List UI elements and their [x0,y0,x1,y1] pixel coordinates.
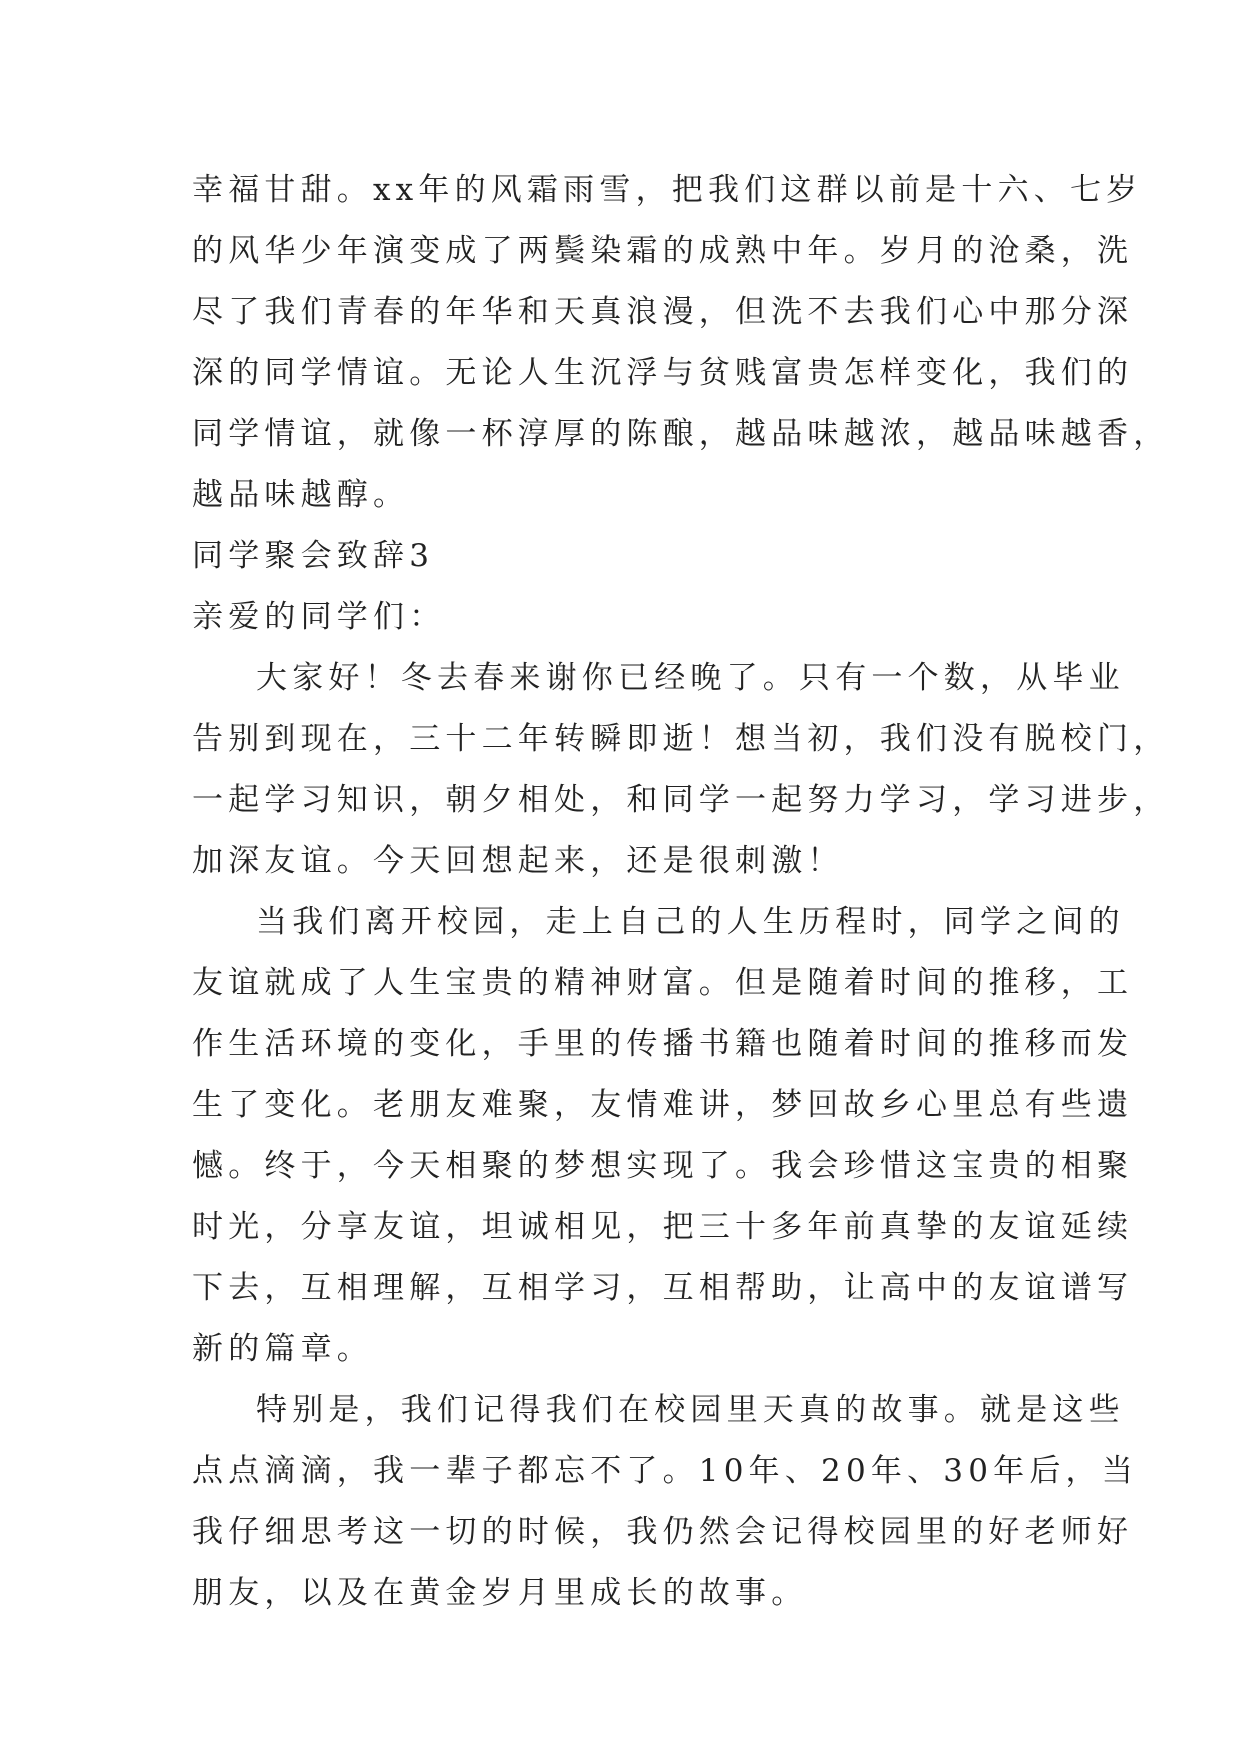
paragraph-start-line: 大家好！冬去春来谢你已经晚了。只有一个数，从毕业 [256,660,1125,696]
text-line: 越品味越醇。 [192,477,410,513]
text-line: 时光，分享友谊，坦诚相见，把三十多年前真挚的友谊延续 [192,1209,1134,1245]
text-line: 生了变化。老朋友难聚，友情难讲，梦回故乡心里总有些遗 [192,1087,1134,1123]
text-line: 一起学习知识，朝夕相处，和同学一起努力学习，学习进步， [192,782,1170,818]
text-line: 憾。终于，今天相聚的梦想实现了。我会珍惜这宝贵的相聚 [192,1148,1134,1184]
section-heading: 同学聚会致辞3 [192,538,435,574]
text-line: 同学情谊，就像一杯淳厚的陈酿，越品味越浓，越品味越香， [192,416,1170,452]
text-line: 的风华少年演变成了两鬓染霜的成熟中年。岁月的沧桑，洗 [192,233,1134,269]
text-line: 点点滴滴，我一辈子都忘不了。10年、20年、30年后，当 [192,1453,1138,1489]
text-line: 友谊就成了人生宝贵的精神财富。但是随着时间的推移，工 [192,965,1134,1001]
paragraph-start-line: 特别是，我们记得我们在校园里天真的故事。就是这些 [256,1392,1125,1428]
text-line: 作生活环境的变化，手里的传播书籍也随着时间的推移而发 [192,1026,1134,1062]
text-line: 深的同学情谊。无论人生沉浮与贫贱富贵怎样变化，我们的 [192,355,1134,391]
paragraph-start-line: 当我们离开校园，走上自己的人生历程时，同学之间的 [256,904,1125,940]
text-line: 朋友，以及在黄金岁月里成长的故事。 [192,1575,808,1611]
text-line: 加深友谊。今天回想起来，还是很刺激！ [192,843,844,879]
text-line: 幸福甘甜。xx年的风霜雨雪，把我们这群以前是十六、七岁 [192,172,1143,208]
text-line: 下去，互相理解，互相学习，互相帮助，让高中的友谊谱写 [192,1270,1134,1306]
text-line: 我仔细思考这一切的时候，我仍然会记得校园里的好老师好 [192,1514,1134,1550]
text-line: 新的篇章。 [192,1331,373,1367]
document-body [192,160,1170,1624]
text-line: 尽了我们青春的年华和天真浪漫，但洗不去我们心中那分深 [192,294,1134,330]
text-line: 告别到现在，三十二年转瞬即逝！想当初，我们没有脱校门， [192,721,1170,757]
salutation: 亲爱的同学们： [192,599,446,635]
